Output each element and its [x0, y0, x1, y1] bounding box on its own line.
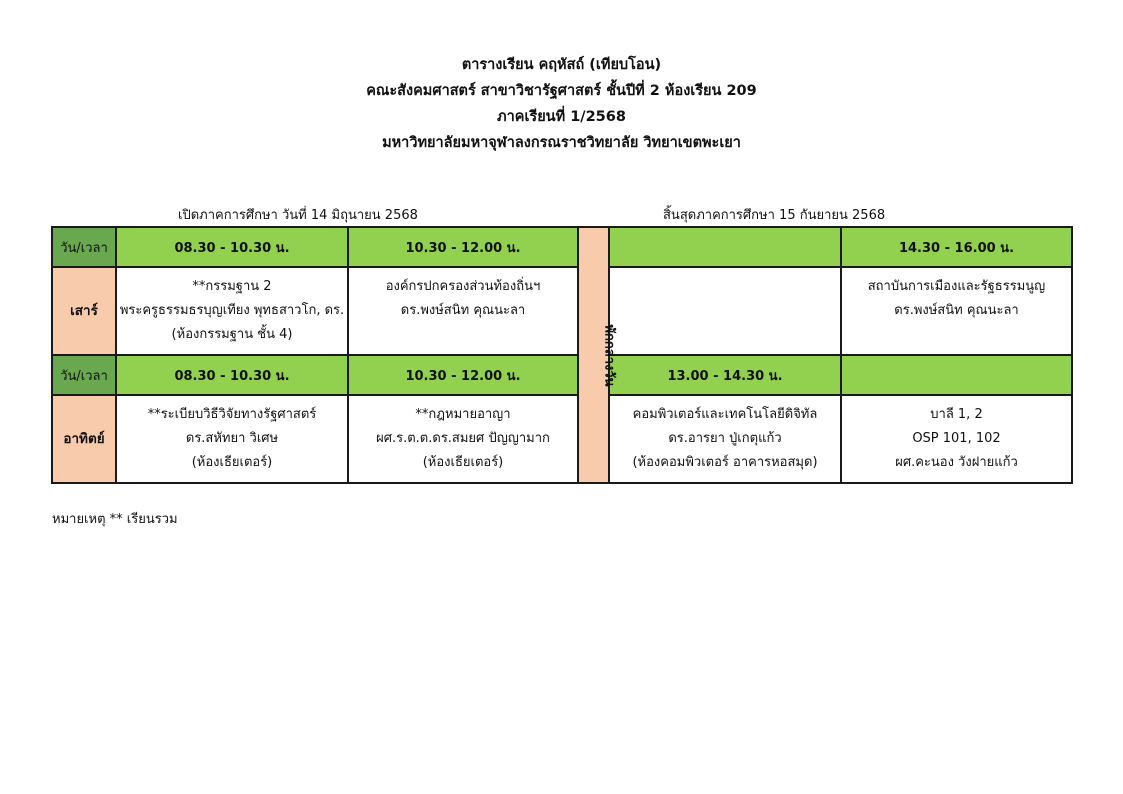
- saturday-row: [52, 267, 1072, 355]
- instructor-name: ผศ.คะนอง วังฝายแก้ว: [895, 455, 1018, 470]
- class-cell: [116, 395, 348, 483]
- footnote: หมายเหตุ ** เรียนรวม: [52, 512, 178, 527]
- time-slot-header: 10.30 - 12.00 น.: [348, 227, 578, 267]
- time-header-row: [52, 227, 1072, 267]
- day-time-header: วัน/เวลา: [52, 355, 116, 395]
- time-slot-header: 14.30 - 16.00 น.: [841, 227, 1072, 267]
- schedule-title: ตารางเรียน คฤหัสถ์ (เทียบโอน): [461, 57, 662, 73]
- day-time-header: วัน/เวลา: [52, 227, 116, 267]
- day-label-sunday: อาทิตย์: [52, 395, 116, 483]
- course-code: OSP 101, 102: [912, 431, 1001, 446]
- class-cell: [841, 395, 1072, 483]
- class-cell: [348, 267, 578, 355]
- instructor-name: พระครูธรรมธรบุญเทียง พุทธสาวโก, ดร.: [119, 303, 345, 318]
- room-name: (ห้องเธียเตอร์): [191, 455, 273, 470]
- course-name: สถาบันการเมืองและรัฐธรรมนูญ: [867, 279, 1046, 294]
- instructor-name: ผศ.ร.ต.ต.ดร.สมยศ ปัญญามาก: [376, 431, 550, 446]
- class-cell: [609, 395, 841, 483]
- instructor-name: ดร.สหัทยา วิเศษ: [185, 431, 279, 446]
- class-cell: [348, 395, 578, 483]
- instructor-name: ดร.พงษ์สนิท คุณนะลา: [894, 303, 1019, 318]
- instructor-name: ดร.พงษ์สนิท คุณนะลา: [400, 303, 526, 318]
- semester-line: ภาคเรียนที่ 1/2568: [497, 109, 626, 125]
- course-name: บาลี 1, 2: [930, 407, 983, 422]
- sunday-row: [52, 395, 1072, 483]
- time-slot-header: 13.00 - 14.30 น.: [609, 355, 841, 395]
- course-name: **กรรมฐาน 2: [192, 279, 272, 294]
- time-slot-header: 10.30 - 12.00 น.: [348, 355, 578, 395]
- time-slot-header: 08.30 - 10.30 น.: [116, 227, 348, 267]
- schedule-table: [51, 226, 1073, 484]
- room-name: (ห้องคอมพิวเตอร์ อาคารหอสมุด): [632, 455, 818, 470]
- lunch-break-label: พักกลางวัน: [601, 323, 617, 387]
- title-block: [0, 52, 1123, 156]
- semester-close-date: สิ้นสุดภาคการศึกษา 15 กันยายน 2568: [663, 208, 886, 223]
- room-name: (ห้องเธียเตอร์): [422, 455, 504, 470]
- course-name: **ระเบียบวิธีวิจัยทางรัฐศาสตร์: [147, 407, 317, 422]
- time-header-row: [52, 355, 1072, 395]
- course-name: องค์กรปกครองส่วนท้องถิ่นฯ: [385, 279, 541, 294]
- time-slot-header: [841, 355, 1072, 395]
- class-cell: [841, 267, 1072, 355]
- faculty-line: คณะสังคมศาสตร์ สาขาวิชารัฐศาสตร์ ชั้นปีที่ 2 ห้องเรียน 209: [366, 83, 757, 99]
- university-line: มหาวิทยาลัยมหาจุฬาลงกรณราชวิทยาลัย วิทยาเขตพะเยา: [382, 135, 741, 151]
- time-slot-header: [609, 227, 841, 267]
- empty-class-cell: [609, 267, 841, 355]
- day-label-saturday: เสาร์: [52, 267, 116, 355]
- class-cell: [116, 267, 348, 355]
- time-slot-header: 08.30 - 10.30 น.: [116, 355, 348, 395]
- instructor-name: ดร.อารยา ปู่เกตุแก้ว: [668, 431, 782, 446]
- course-name: **กฎหมายอาญา: [415, 407, 511, 422]
- semester-open-date: เปิดภาคการศึกษา วันที่ 14 มิถุนายน 2568: [178, 208, 418, 223]
- course-name: คอมพิวเตอร์และเทคโนโลยีดิจิทัล: [632, 407, 818, 422]
- lunch-break-column: [578, 227, 617, 483]
- room-name: (ห้องกรรมฐาน ชั้น 4): [171, 327, 293, 342]
